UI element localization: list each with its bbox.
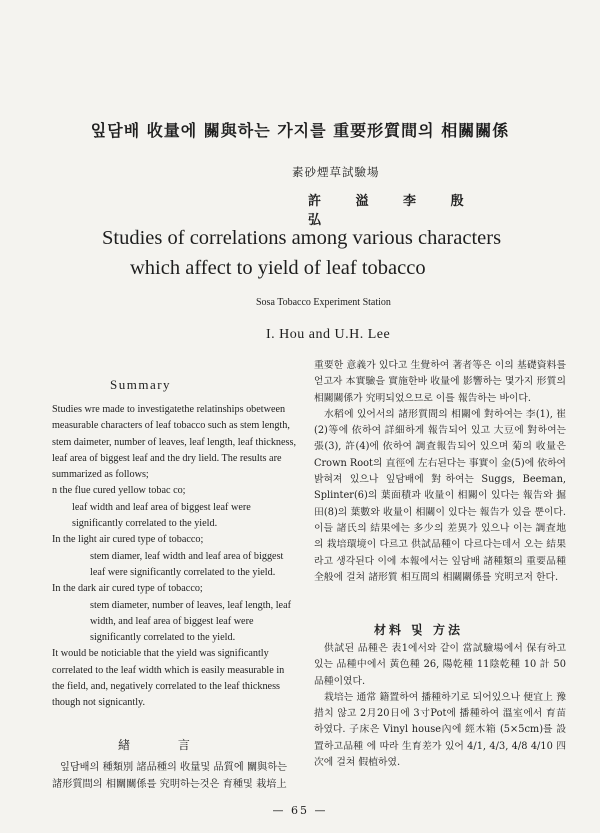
institution-korean: 素砂煙草試驗場 [292, 165, 380, 179]
institution-english: Sosa Tobacco Experiment Station [256, 297, 391, 308]
methods-heading: 材料 및 方法 [374, 623, 463, 637]
authors-english: I. Hou and U.H. Lee [266, 327, 391, 342]
introduction-paragraph: 重要한 意義가 있다고 生覺하여 著者等은 이의 基礎資料를 얻고자 本實驗을 實施한바 收量에 影響하는 몇가지 形質의 相關關係가 究明되었으므로 이를 報告하는 바이다. [314, 360, 566, 404]
summary-paragraph: It would be noticiable that the yield was significantly correlated to the leaf width which is easily measurable in the field, and, negatively correlated to the leaf thickness though not signicantly. [52, 648, 285, 709]
summary-paragraph: Studies wre made to investigatethe relatinships obetween measurable characters of leaf tobacco such as stem length, stem daimeter, number of leaves, leaf length, leaf thickness, leaf area of biggest leaf and the dry lield. The results are summarized as follows; [52, 404, 297, 481]
summary-paragraph: n the flue cured yellow tobac co; [52, 485, 186, 497]
summary-paragraph: In the dark air cured type of tobacco; [52, 583, 203, 595]
introduction-body-right [314, 358, 566, 586]
summary-paragraph: stem diameter, number of leaves, leaf length, leaf width, and leaf area of biggest leaf were significantly correlated to the yield. [90, 599, 291, 644]
title-english-line-2: which affect to yield of leaf tobacco [130, 257, 426, 279]
introduction-paragraph: 水稻에 있어서의 諸形質間의 相關에 對하여는 李(1), 崔(2)等에 依하여 詳細하게 報告되어 있고 大豆에 對하여는 張(3), 許(4)에 依하여 調査報告되어 있으며 菊의 收量은 Crown Root의 直徑에 左右된다는 事實이 金(5)에 依하여 밝혀져 있으나 잎담배에 對하여는 Suggs, Beeman, Splinter(6)의 葉面積과 收量이 相關이 있다는 報告와 掘田(8)의 葉數와 收量이 相關이 있다는 報告가 있을 뿐이다. 이들 諸氏의 結果에는 多少의 差異가 있으나 이는 調査地의 栽培環境이 다르고 供試品種이 다르다는데서 오는 結果라고 생각된다 이에 本報에서는 잎담배 諸種類의 重要品種 全般에 걸쳐 諸形質 相互間의 相關關係를 究明코저 한다. [314, 408, 566, 583]
page-number: — 65 — [272, 804, 328, 817]
authors-korean: 許 溢 李 殷 弘 [308, 194, 468, 228]
methods-body [314, 641, 566, 771]
title-english-line-1: Studies of correlations among various characters [102, 227, 502, 249]
summary-paragraph: In the light air cured type of tobacco; [52, 534, 204, 546]
introduction-paragraph: 잎담배의 種類別 諸品種의 收量및 品質에 關與하는 諸形質間의 相關關係를 究明하는것은 育種및 栽培上 [52, 762, 288, 790]
summary-paragraph: stem diamer, leaf width and leaf area of biggest leaf were significantly correlated to the yield. [90, 550, 284, 578]
introduction-heading: 緖 言 [118, 738, 212, 752]
introduction-body-left [52, 760, 300, 793]
methods-paragraph: 栽培는 通常 籍置하여 播種하기로 되어있으나 便宜上 豫措치 않고 2月20日에 3寸Pot에 播種하여 溫室에서 育苗하였다. 子床은 Vinyl house內에 經木箱 (5×5cm)를 設置하고品種 에 따라 生育差가 있어 4/1, 4/3, 4/8 4/10 四次에 걸쳐 假植하였. [314, 691, 566, 769]
paper-title-korean: 잎담배 收量에 關與하는 가지를 重要形質間의 相關關係 [90, 121, 510, 140]
paper-title-english [102, 223, 501, 283]
summary-body [52, 402, 298, 712]
summary-heading: Summary [110, 377, 172, 392]
methods-paragraph: 供試된 品種은 表1에서와 같이 當試驗場에서 保有하고 있는 品種中에서 黃色種 26, 陽乾種 11陰乾種 10 計 50品種이였다. [314, 643, 566, 687]
summary-paragraph: leaf width and leaf area of biggest leaf were significantly correlated to the yield. [72, 501, 251, 530]
